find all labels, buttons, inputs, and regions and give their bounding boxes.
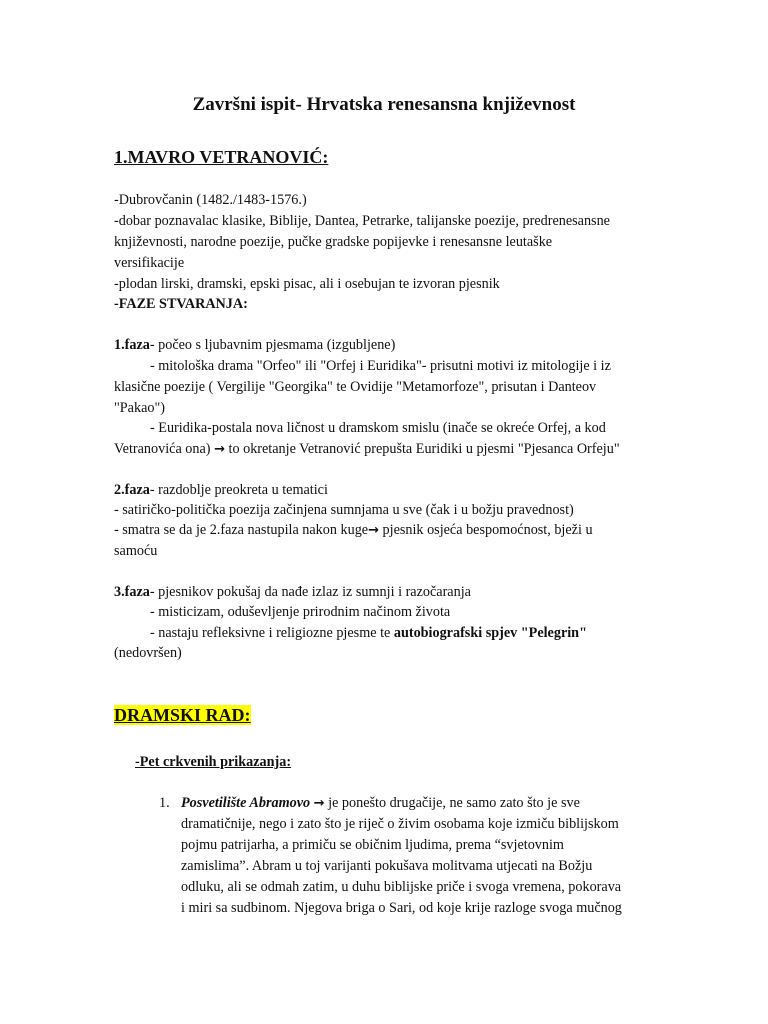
faza1-line bbox=[114, 335, 395, 355]
list-item-number: 1. bbox=[159, 795, 170, 811]
list-item-line-3: pojmu patrijarha, a primiču se običnim ljudima, prema “svjetovnim bbox=[181, 837, 564, 853]
list-item-line-2: dramatičnije, nego i zato što je riječ o živim osobama koje izmiču biblijskom bbox=[181, 816, 619, 832]
section-heading-vetranovic: 1.MAVRO VETRANOVIĆ: bbox=[114, 147, 329, 167]
faza2-intro: - razdoblje preokreta u tematici bbox=[149, 482, 328, 498]
faza3-line-2a: - nastaju refleksivne i religiozne pjesme te bbox=[150, 625, 394, 641]
pelegrin-title: autobiografski spjev "Pelegrin" bbox=[393, 625, 587, 641]
faza1-label: 1.faza bbox=[114, 337, 150, 353]
faza1-line-5 bbox=[114, 439, 620, 460]
list-item-line-6: i miri sa sudbinom. Njegova briga o Sari, od koje krije razloge svoga mučnog bbox=[181, 900, 622, 916]
arrow-icon: → bbox=[313, 796, 325, 811]
faza1-line-3: "Pakao") bbox=[114, 400, 165, 416]
document-title: Završni ispit- Hrvatska renesansna književnost bbox=[192, 94, 576, 115]
faza1-intro: - počeo s ljubavnim pjesmama (izgubljene) bbox=[149, 337, 396, 353]
faza3-label: 3.faza bbox=[114, 584, 150, 600]
list-item-first-line bbox=[181, 793, 580, 814]
faze-heading: -FAZE STVARANJA: bbox=[114, 296, 248, 312]
arrow-icon: → bbox=[368, 523, 379, 538]
faza1-line-2: klasične poezije ( Vergilije "Georgika" te Ovidije "Metamorfoze", prisutan i Danteov bbox=[114, 379, 597, 395]
faza2-line-2 bbox=[114, 520, 593, 541]
bio-line-1: -Dubrovčanin (1482./1483-1576.) bbox=[114, 192, 307, 208]
faza2-line-2a: - smatra se da je 2.faza nastupila nakon kuge bbox=[114, 522, 369, 538]
faza2-line-1: - satiričko-politička poezija začinjena sumnjama u sve (čak i u božju pravednost) bbox=[114, 502, 574, 518]
list-item-first-text: je ponešto drugačije, ne samo zato što je sve bbox=[328, 795, 580, 811]
faza2-line-2b: pjesnik osjeća bespomoćnost, bježi u bbox=[382, 522, 593, 538]
bio-line-2: -dobar poznavalac klasike, Biblije, Dantea, Petrarke, talijanske poezije, predrenesansne bbox=[114, 213, 610, 229]
faza1-line-5b: to okretanje Vetranović prepušta Euridiki u pjesmi "Pjesanca Orfeju" bbox=[228, 441, 620, 457]
dramski-heading bbox=[114, 705, 251, 725]
bio-line-5: -plodan lirski, dramski, epski pisac, ali i osebujan te izvoran pjesnik bbox=[114, 276, 500, 292]
faza3-line-3: (nedovršen) bbox=[114, 645, 182, 661]
list-item-title: Posvetilište Abramovo bbox=[181, 795, 311, 811]
bio-line-4: versifikacije bbox=[114, 255, 185, 271]
list-item-line-5: odluku, ali se odmah zatim, u duhu biblijske priče i svoga vremena, pokorava bbox=[181, 879, 622, 895]
arrow-icon: → bbox=[214, 442, 225, 457]
faza3-line-1: - misticizam, oduševljenje prirodnim načinom života bbox=[150, 604, 451, 620]
dramski-heading-text: DRAMSKI RAD: bbox=[114, 705, 251, 725]
faza2-label: 2.faza bbox=[114, 482, 150, 498]
faza3-intro: - pjesnikov pokušaj da nađe izlaz iz sumnji i razočaranja bbox=[149, 584, 471, 600]
faza3-line-2 bbox=[150, 623, 587, 643]
bio-line-3: književnosti, narodne poezije, pučke gradske popijevke i renesansne leutaške bbox=[114, 234, 553, 250]
faza2-line-3: samoću bbox=[114, 543, 158, 559]
faza2-line bbox=[114, 480, 328, 500]
list-item-line-4: zamislima”. Abram u toj varijanti pokušava molitvama utjecati na Božju bbox=[181, 858, 593, 874]
faza1-line-1: - mitološka drama "Orfeo" ili "Orfej i Euridika"- prisutni motivi iz mitologije i iz bbox=[150, 358, 611, 374]
faza1-line-4: - Euridika-postala nova ličnost u dramskom smislu (inače se okreće Orfej, a kod bbox=[150, 420, 606, 436]
crkvena-prikazanja-subheading: -Pet crkvenih prikazanja: bbox=[135, 754, 292, 770]
faza3-line bbox=[114, 582, 471, 602]
faza1-line-5a: Vetranovića ona) bbox=[114, 441, 211, 457]
